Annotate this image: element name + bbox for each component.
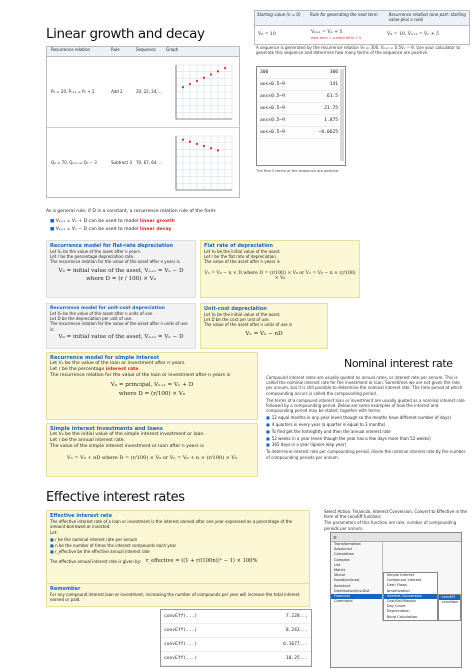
bullet-highlight: linear decay	[139, 227, 172, 232]
box-line: For any compound interest loan or investment, increasing the number of compounds per year will increase the total interest earned or paid.	[50, 592, 300, 603]
list-item-text: n be the number of times the interest compounds each year	[55, 542, 177, 548]
box-formula: V₀ = principal, Vₙ₊₁ = Vₙ + D	[110, 382, 194, 388]
calc-output: 1.875	[324, 118, 338, 123]
bullet-square-icon: ■	[50, 219, 55, 224]
menu-item[interactable]: Complex	[334, 557, 350, 562]
menu-item[interactable]: Day Count	[386, 604, 406, 609]
calculator-row	[257, 127, 345, 139]
cas-output: 10.25...	[285, 656, 308, 661]
cas-output: 8.243...	[285, 628, 308, 633]
nominal-footnote: To determine interest rate per compounding period, divide the nominal interest rate by the number of compounding periods per annum.	[266, 449, 466, 460]
section-title-nominal: Nominal interest rate	[344, 357, 453, 370]
effective-formula: r_effective = ((1 + r/(100n))ⁿ − 1) × 100%	[146, 558, 258, 565]
calculator-panel	[256, 66, 346, 166]
menu-item[interactable]: Amortization	[386, 588, 410, 593]
box-line: Let V₀ be the initial value of the asset.	[204, 312, 281, 317]
cas-lines	[161, 610, 311, 666]
calculator-caption: The first 5 terms of the sequence are positive.	[256, 169, 340, 173]
nominal-para-2: The terms of a compound interest loan or investment are usually quoted as a nominal interest rate followed by a compounding period. Below are some examples of how the interest and compounding period may be stated, together with terms:	[266, 397, 465, 414]
col-header-rule: Rule for generating the next term	[310, 12, 378, 17]
box-line: Let r be the percentage depreciation rate.	[50, 254, 135, 260]
box-line: Let V₀ be the initial value of the simple interest investment or loan.	[50, 432, 205, 437]
menu-item[interactable]: convNom	[441, 600, 459, 605]
calculator-row	[257, 91, 345, 103]
calc-output: 61.5	[326, 94, 338, 99]
menu-item[interactable]: Equation/Ineq	[334, 578, 359, 583]
box-title: Recurrence model for flat-rate depreciation	[50, 243, 174, 249]
calc-input: ans×0.5−9	[260, 130, 285, 135]
data-point	[189, 141, 191, 143]
cas-input: convEff(...)	[164, 656, 198, 661]
box-line: The value of the asset after n units of use is	[204, 322, 293, 328]
nominal-content	[266, 375, 466, 507]
data-point	[224, 67, 226, 69]
calculator-row	[257, 103, 345, 115]
simple-interest-investments-box	[46, 423, 258, 477]
box-formula: where D = (r/100) × V₀	[118, 391, 186, 397]
box-title: Effective interest rate	[50, 513, 112, 519]
list-item-text: To find get the fortnightly and then the annual interest rate	[271, 428, 391, 434]
list-item-text: r be the nominal interest rate per annum	[55, 536, 138, 542]
list-item	[50, 537, 306, 542]
data-point	[210, 73, 212, 75]
cas-menu-columns	[331, 542, 461, 621]
box-line: Let V₀ be the value of the asset after n years.	[50, 249, 142, 254]
cas-menu	[330, 532, 462, 668]
bullet-square-icon: ■	[266, 442, 270, 448]
list-item	[266, 415, 466, 420]
bullet-square-icon: ■	[50, 549, 56, 555]
list-item	[266, 429, 466, 434]
menu-item[interactable]: Compound Interest	[386, 578, 422, 583]
box-line: Let V₀ be the initial value of the asset.	[204, 249, 281, 254]
box-formula: V₀ = initial value of the asset, Vₙ₊₁ = Vₙ − D	[58, 267, 184, 274]
box-line-text: Let r be the percentage	[50, 367, 105, 372]
box-title: Flat rate of depreciation	[204, 243, 273, 249]
row-sequence: 20, 22, 24, ...	[136, 89, 163, 95]
sequence-graph-1	[170, 59, 236, 125]
calc-output: 141	[329, 82, 338, 87]
simple-interest-recurrence-box	[46, 352, 258, 420]
col-header-start: Starting value (n = 0)	[257, 12, 301, 17]
box-line: The recurrence relation for the value of the asset after n years is	[50, 259, 180, 265]
data-point	[217, 149, 219, 151]
box-line-highlight: interest rate	[105, 367, 139, 372]
col-header-rule: Rule	[111, 47, 120, 52]
rule-cell	[308, 30, 384, 40]
starting-table-header	[255, 11, 469, 26]
cas-input: convEff(...)	[164, 642, 198, 647]
rule-value: Vₙ₊₁ = Vₙ + 5	[311, 29, 343, 35]
data-point	[203, 77, 205, 79]
list-item-text: 52 weeks in a year (even though the year has a few days more than 52 weeks)	[271, 435, 431, 441]
row-relation: Q₀ = 70, Qₙ₊₁ = Qₙ − 3	[51, 160, 97, 166]
data-point	[189, 83, 191, 85]
calc-output: −8.0625	[318, 130, 338, 135]
box-title: Unit-cost depreciation	[204, 306, 267, 312]
flat-dep-recurrence-box	[46, 240, 196, 298]
box-line: Let D be the depreciation per unit of use.	[50, 316, 133, 322]
menu-item[interactable]: Transformation	[334, 542, 361, 546]
col-header-relation: Recurrence relation	[51, 47, 91, 52]
cas-line	[161, 638, 311, 652]
graph-grid	[176, 136, 232, 190]
col-header-graph: Graph	[166, 47, 179, 52]
calculator-row	[257, 67, 345, 79]
section-title-effective: Effective interest rates	[46, 490, 185, 505]
menu-item[interactable]: Cost/Sell/Margin	[386, 599, 416, 604]
menu-item[interactable]: Simple Interest	[386, 573, 415, 577]
calc-input: 300	[260, 70, 269, 75]
bullet-square-icon: ■	[50, 542, 56, 548]
box-line: The value of the simple interest investment or loan after n years is	[50, 444, 204, 449]
table-row	[47, 128, 239, 198]
box-title: Remember	[50, 586, 81, 592]
box-line: Let r be the annual interest rate.	[50, 438, 126, 443]
cas-instruction-text: Select Action, Financial, Interest Conversion, Convert to Effective in the form of the convEff function:	[324, 509, 467, 520]
remember-box	[46, 583, 310, 607]
nominal-list	[266, 415, 466, 447]
relation-value: V₀ = 10, Vₙ₊₁ = Vₙ + 5	[387, 31, 440, 37]
flat-rate-box	[200, 240, 360, 298]
menu-item[interactable]: Calculation	[334, 552, 355, 557]
menu-item[interactable]: Advanced	[334, 547, 352, 552]
nominal-para-1: Compound interest rates are usually quoted as annual rates, or interest rate per annum. This is called the nominal interest rate for the investment or loan. Sometimes we are not given the rate per annum, but it is still possible to determine the nominal interest rate. The time period at which compounding occurs is called the compounding period.	[266, 375, 463, 396]
bullet-highlight: linear growth	[139, 219, 175, 224]
sequence-note: A sequence is generated by the recurrence relation V₀ = 300, Vₙ₊₁ = 0.5Vₙ − 9. Use your calculator to generate this sequence and determine how many terms of the sequence are positive.	[256, 45, 461, 56]
bullet-square-icon: ■	[266, 415, 270, 421]
data-point	[210, 147, 212, 149]
menu-item[interactable]: Command	[334, 599, 353, 604]
bullet-square-icon: ■	[266, 428, 270, 434]
menu-item[interactable]: Vector	[334, 573, 346, 578]
bullet-square-icon: ■	[266, 435, 270, 441]
box-line: The effective interest rate of a loan or investment is the interest earned after one year expressed as a percentage of the amount borrowed or invested.	[50, 519, 293, 530]
menu-item[interactable]: Depreciation	[386, 609, 410, 614]
general-rule-bullet-1	[50, 219, 175, 225]
calc-input: ans×0.5−9	[260, 94, 285, 99]
box-formula: Vₙ = V₀ − nD	[245, 330, 283, 337]
box-formula: Vₙ = V₀ − n × D where D = (r/100) × V₀ or Vₙ = V₀ − n × (r/100) × V₀	[204, 270, 356, 281]
box-formula: V₀ = initial value of the asset, Vₙ₊₁ = Vₙ − D	[58, 333, 184, 340]
col-header-relation: Recurrence relation (one part: starting value plus a rule)	[388, 12, 466, 23]
list-item	[50, 543, 306, 548]
sequence-table-header	[47, 47, 239, 57]
box-line: The recurrence relation for the value of the loan or investment after n years is	[50, 373, 231, 378]
box-line: Let:	[50, 530, 58, 536]
list-item-text: 4 quarters in every year (a quarter is equal to 3 months)	[271, 422, 386, 428]
menu-item[interactable]: convEff	[439, 595, 460, 600]
bullet-square-icon: ■	[50, 227, 55, 232]
data-point	[196, 143, 198, 145]
graph-grid	[176, 65, 232, 119]
cas-output-screen	[160, 609, 312, 667]
cas-instructions	[324, 509, 468, 531]
cas-menu-left	[331, 542, 383, 621]
unit-cost-box	[200, 303, 328, 349]
menu-item[interactable]: List	[334, 562, 341, 567]
box-title: Recurrence model for unit-cost depreciation	[50, 306, 165, 311]
box-title: Simple interest investments and loans	[50, 426, 163, 432]
start-value: V₀ = 10	[258, 31, 276, 37]
calc-output: 300	[329, 70, 338, 75]
cas-input: convEff(...)	[164, 614, 198, 619]
cas-menu-right	[383, 572, 438, 621]
box-line: The value of the asset after n years is	[204, 259, 280, 265]
calc-output: 21.75	[324, 106, 338, 111]
calculator-row	[257, 79, 345, 91]
list-item-text: 12 equal months in any year (even though so the months have different number of days)	[271, 415, 452, 421]
box-title: Recurrence model for simple interest	[50, 355, 160, 361]
general-rule-bullet-2	[50, 227, 171, 233]
row-rule: Add 2	[111, 89, 123, 95]
calc-input: ans×0.5−9	[260, 106, 285, 111]
data-point	[196, 80, 198, 82]
table-row	[255, 26, 469, 43]
box-formula: Vₙ = V₀ + nD where D = (r/100) × V₀ or Vₙ = V₀ + n × (r/100) × V₀	[66, 455, 238, 461]
effective-list	[50, 537, 306, 555]
data-point	[182, 139, 184, 141]
sequence-graph-2	[170, 130, 236, 196]
list-item	[50, 549, 306, 554]
sequence-table	[46, 46, 240, 198]
cas-line	[161, 610, 311, 624]
box-line: Let V₀ be the value of the asset after n units of use.	[50, 311, 154, 316]
calc-input: ans×0.5−9	[260, 82, 285, 87]
box-formula: where D = (r / 100) × V₀	[86, 275, 156, 282]
starting-value-table	[254, 10, 470, 45]
menu-item[interactable]: Bond Calculation	[386, 614, 418, 619]
unit-dep-recurrence-box	[46, 303, 196, 349]
box-line: Let Vₙ be the value of the loan or investment after n years.	[50, 361, 186, 366]
data-point	[182, 86, 184, 88]
menu-item[interactable]: Matrix	[334, 568, 346, 573]
bullet-square-icon: ■	[266, 422, 270, 428]
col-header-sequence: Sequence	[136, 47, 156, 52]
row-sequence: 70, 67, 64, ...	[136, 160, 163, 166]
cas-output: 6.1677...	[283, 642, 308, 647]
cas-params-text: The parameters of this function are rate, number of compounding periods per annum.	[324, 520, 457, 531]
list-item-text: 365 days in a year (ignore leap year)	[271, 442, 347, 448]
menu-item[interactable]: Distribution/Inv.Dist	[334, 588, 370, 593]
cas-line	[161, 652, 311, 666]
data-point	[217, 70, 219, 72]
row-rule: Subtract 3	[111, 160, 132, 166]
section-title-linear: Linear growth and decay	[46, 26, 205, 42]
list-item	[266, 422, 466, 427]
box-line: Let D be the cost per unit of use.	[204, 317, 270, 323]
cas-menu-toolbar	[331, 533, 461, 542]
bullet-text: Vₙ₊₁ = Vₙ − D can be used to model	[55, 227, 139, 232]
box-line: Let r be the flat rate of depreciation.	[204, 254, 278, 260]
calculator-row	[257, 115, 345, 127]
calculator-rows	[257, 67, 345, 139]
menu-item[interactable]: Assistant	[334, 583, 351, 588]
cas-menu-sub	[438, 594, 461, 621]
calculator-scrollbar[interactable]	[340, 69, 344, 161]
list-item	[266, 436, 466, 441]
cas-output: 7.228...	[285, 614, 308, 619]
formula-lead: The effective annual interest rate is given by:	[50, 558, 141, 564]
box-line: The recurrence relation for the value of the asset after n units of use is:	[50, 321, 188, 332]
calc-input: ans×0.5−9	[260, 118, 285, 123]
cas-input: convEff(...)	[164, 628, 198, 633]
rule-note: next term = current term + 5	[311, 35, 362, 40]
table-row	[47, 57, 239, 128]
menu-item[interactable]: Cash Flows	[386, 583, 407, 588]
list-item-text: r_effective be the effective annual interest rate	[55, 549, 150, 555]
bullet-square-icon: ■	[50, 536, 56, 542]
list-item	[266, 442, 466, 447]
effective-formula-row	[50, 558, 306, 564]
menu-icon[interactable]: ☰	[333, 534, 337, 540]
data-point	[203, 145, 205, 147]
cas-line	[161, 624, 311, 638]
menu-item[interactable]: Financial	[331, 594, 382, 599]
bullet-text: Vₙ₊₁ = Vₙ + D can be used to model	[55, 219, 139, 224]
general-rule-intro: As a general rule, if D is a constant, a recurrence relation rule of the form:	[46, 209, 217, 214]
menu-item[interactable]: Interest Conversion	[384, 594, 437, 599]
row-relation: P₀ = 20, Pₙ₊₁ = Pₙ + 2	[51, 89, 95, 95]
